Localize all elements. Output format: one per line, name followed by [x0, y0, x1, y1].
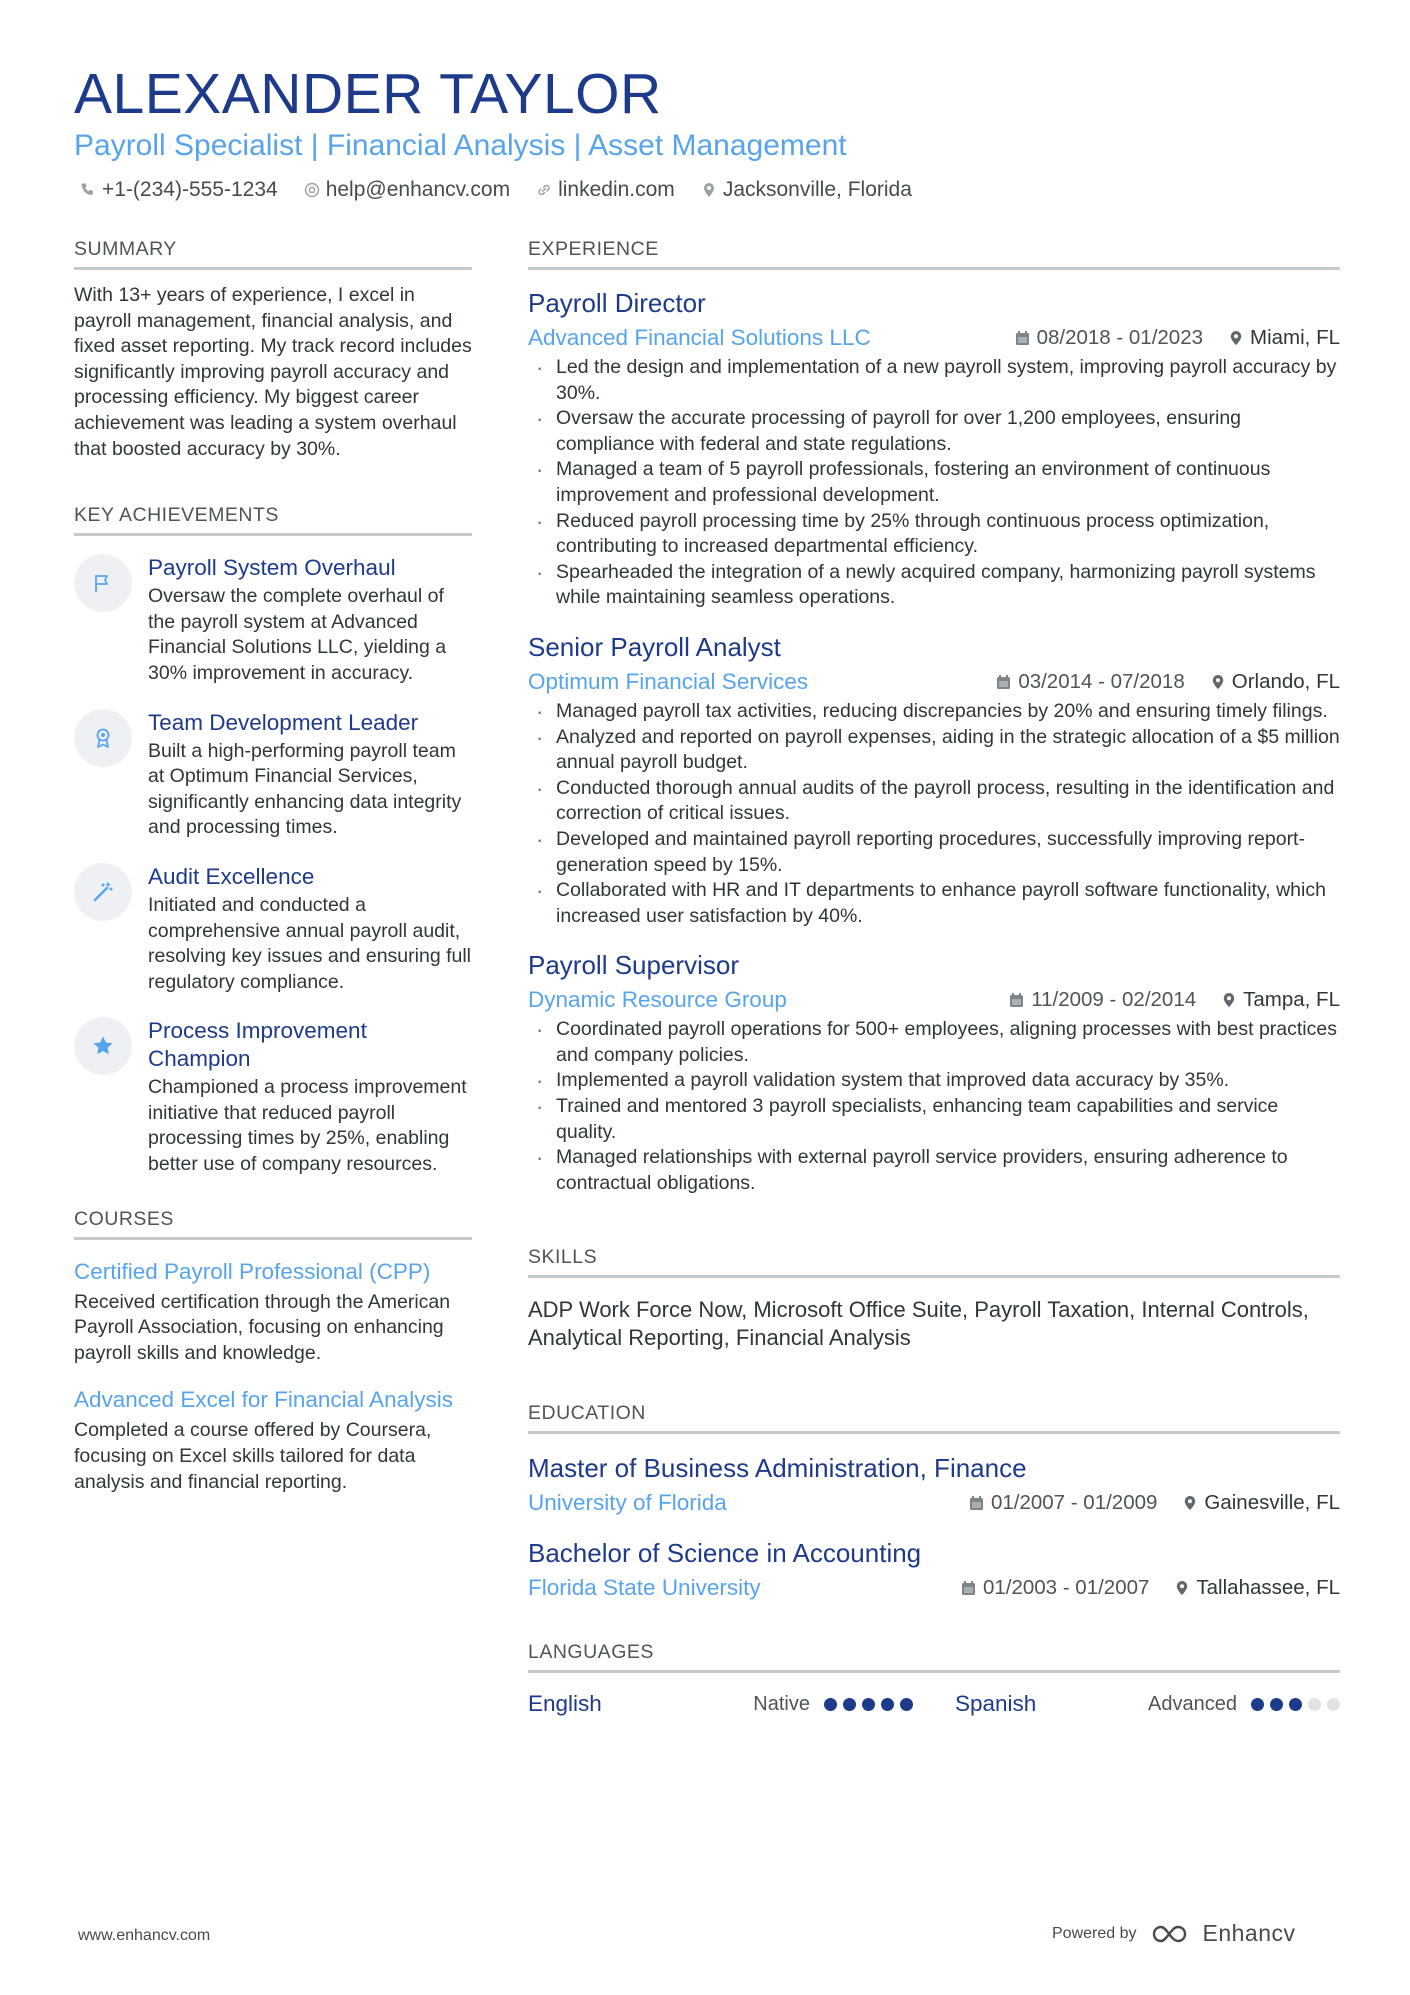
rating-dot-filled: [881, 1698, 894, 1711]
map-pin-icon: [1229, 329, 1243, 347]
skills-text: ADP Work Force Now, Microsoft Office Suite, Payroll Taxation, Internal Controls, Analytical Reporting, Financial Analysis: [528, 1297, 1309, 1351]
achievement-desc: Built a high-performing payroll team at Optimum Financial Services, significantly enhancing data integrity and processing times.: [148, 739, 462, 839]
rating-dot-filled: [900, 1698, 913, 1711]
school-name: University of Florida: [528, 1490, 727, 1516]
phone-text: +1-(234)-555-1234: [102, 178, 278, 201]
job-bullets: [528, 699, 1340, 929]
achievement-desc: Initiated and conducted a comprehensive annual payroll audit, resolving key issues and ensuring full regulatory compliance.: [148, 893, 472, 993]
job-bullets: [528, 1017, 1340, 1196]
language-name: English: [528, 1691, 602, 1717]
map-pin-icon: [1222, 991, 1236, 1009]
bullet: · Trained and mentored 3 payroll specialists, enhancing team capabilities and service quality.: [528, 1094, 1340, 1145]
job-title: Payroll Supervisor: [528, 950, 739, 981]
course-desc: Completed a course offered by Coursera, focusing on Excel skills tailored for data analysis and financial reporting.: [74, 1419, 432, 1493]
course-item: [74, 1386, 472, 1495]
achievement-item: [74, 709, 472, 841]
left-column: [74, 238, 472, 1495]
achievement-desc: Oversaw the complete overhaul of the payroll system at Advanced Financial Solutions LLC, yielding a 30% improvement in accuracy.: [148, 585, 447, 684]
bullet: · Led the design and implementation of a new payroll system, improving payroll accuracy by 30%.: [528, 355, 1340, 406]
headline: Payroll Specialist | Financial Analysis | Asset Management: [74, 129, 847, 162]
job-dates-text: 03/2014 - 07/2018: [1018, 669, 1185, 693]
job-bullets: [528, 355, 1340, 611]
edu-dates: [961, 1576, 1149, 1600]
course-desc: Received certification through the American Payroll Association, focusing on enhancing payroll skills and knowledge.: [74, 1290, 451, 1364]
linkedin-text: linkedin.com: [558, 178, 675, 201]
course-item: [74, 1258, 472, 1367]
experience-section: [528, 238, 1340, 1196]
job-location: [1222, 988, 1340, 1012]
edu-dates-text: 01/2007 - 01/2009: [990, 1491, 1158, 1515]
job-dates: [1009, 988, 1196, 1012]
magic-wand-icon: [74, 863, 132, 921]
map-pin-icon: [1211, 673, 1225, 691]
summary-heading: SUMMARY: [74, 238, 472, 270]
achievement-item: [74, 863, 472, 995]
bullet: · Managed payroll tax activities, reducing discrepancies by 20% and ensuring timely filings.: [528, 699, 1340, 725]
courses-section: [74, 1208, 472, 1496]
education-entry: [528, 1452, 1340, 1518]
map-pin-icon: [1183, 1494, 1197, 1512]
job-location: [1229, 326, 1340, 350]
course-title: Advanced Excel for Financial Analysis: [74, 1387, 453, 1413]
edu-dates: [969, 1491, 1157, 1515]
job-dates: [996, 670, 1184, 694]
map-pin-icon: [701, 182, 717, 198]
job-location: [1211, 670, 1340, 694]
company-name: Optimum Financial Services: [528, 668, 809, 694]
job-dates: [1015, 326, 1203, 350]
contact-linkedin[interactable]: [536, 178, 675, 202]
bullet: · Spearheaded the integration of a newly acquired company, harmonizing payroll systems while maintaining seamless operations.: [528, 560, 1340, 611]
rating-dot-filled: [1251, 1698, 1264, 1711]
summary-section: [74, 238, 472, 462]
brand-name: Enhancv: [1202, 1920, 1296, 1946]
achievement-title: Payroll System Overhaul: [148, 555, 396, 581]
bullet: · Oversaw the accurate processing of payroll for over 1,200 employees, ensuring compliance with federal and state regulations.: [528, 406, 1340, 457]
courses-heading: COURSES: [74, 1208, 472, 1240]
powered-by-text: Powered by: [1052, 1924, 1137, 1942]
education-heading: EDUCATION: [528, 1402, 1340, 1434]
degree-title: Master of Business Administration, Finance: [528, 1453, 1027, 1484]
edu-location-text: Gainesville, FL: [1204, 1491, 1340, 1515]
rating-dot-empty: [1327, 1698, 1340, 1711]
achievements-heading: KEY ACHIEVEMENTS: [74, 504, 472, 536]
contact-bar: [80, 178, 912, 202]
bullet: · Developed and maintained payroll reporting procedures, successfully improving report-generation speed by 15%.: [528, 827, 1340, 878]
language-rating: [824, 1698, 913, 1711]
award-icon: [74, 709, 132, 767]
achievement-desc: Championed a process improvement initiative that reduced payroll processing times by 25%, enabling better use of company resources.: [148, 1076, 467, 1176]
calendar-icon: [961, 1580, 976, 1596]
bullet: · Analyzed and reported on payroll expenses, aiding in the strategic allocation of a $5 million annual payroll budget.: [528, 725, 1340, 776]
bullet: · Coordinated payroll operations for 500+ employees, aligning processes with best practices and company policies.: [528, 1017, 1340, 1068]
right-column: [528, 238, 1340, 1719]
edu-dates-text: 01/2003 - 01/2007: [982, 1576, 1150, 1600]
achievements-section: [74, 504, 472, 1178]
link-icon: [536, 182, 552, 198]
rating-dot-filled: [843, 1698, 856, 1711]
edu-location: [1175, 1576, 1340, 1600]
calendar-icon: [1009, 992, 1024, 1008]
job-entry: [528, 949, 1340, 1196]
language-level: Native: [753, 1692, 810, 1715]
email-text: help@enhancv.com: [325, 178, 511, 201]
bullet: · Conducted thorough annual audits of the payroll process, resulting in the identification and correction of critical issues.: [528, 776, 1340, 827]
achievement-title: Audit Excellence: [148, 863, 315, 889]
brand-logo[interactable]: [1151, 1920, 1296, 1947]
achievement-item: [74, 554, 472, 686]
calendar-icon: [969, 1495, 984, 1511]
achievement-item: [74, 1017, 472, 1177]
job-entry: [528, 287, 1340, 611]
summary-text: With 13+ years of experience, I excel in payroll management, financial analysis, and fixed asset reporting. My track record includes significantly improving payroll accuracy and processing efficiency. My biggest career achievement was leading a system overhaul that boosted accuracy by 30%.: [74, 284, 472, 460]
bullet: · Managed relationships with external payroll service providers, ensuring adherence to contractual obligations.: [528, 1145, 1340, 1196]
contact-email[interactable]: [304, 178, 510, 202]
calendar-icon: [1015, 330, 1030, 346]
degree-title: Bachelor of Science in Accounting: [528, 1538, 922, 1569]
job-title: Senior Payroll Analyst: [528, 631, 781, 662]
map-pin-icon: [1175, 1579, 1189, 1597]
footer-branding: [1052, 1920, 1296, 1947]
rating-dot-empty: [1308, 1698, 1321, 1711]
footer-website[interactable]: www.enhancv.com: [78, 1927, 211, 1944]
achievement-title: Team Development Leader: [148, 709, 419, 735]
calendar-icon: [996, 674, 1011, 690]
job-title: Payroll Director: [528, 288, 706, 318]
edu-location: [1183, 1491, 1340, 1515]
bullet: · Reduced payroll processing time by 25% through continuous process optimization, contributing to increased departmental efficiency.: [528, 509, 1340, 560]
bullet: · Collaborated with HR and IT departments to enhance payroll software functionality, which increased user satisfaction by 40%.: [528, 878, 1340, 929]
language-rating: [1251, 1698, 1340, 1711]
language-item: [528, 1691, 913, 1717]
job-dates-text: 11/2009 - 02/2014: [1031, 988, 1197, 1012]
education-entry: [528, 1537, 1340, 1603]
contact-location: [701, 178, 912, 202]
languages-heading: LANGUAGES: [528, 1641, 1340, 1673]
achievement-title: Process Improvement Champion: [148, 1018, 367, 1072]
rating-dot-filled: [1289, 1698, 1302, 1711]
education-section: [528, 1402, 1340, 1603]
flag-icon: [74, 554, 132, 612]
bullet: · Implemented a payroll validation system that improved data accuracy by 35%.: [528, 1068, 1340, 1094]
language-item: [955, 1691, 1340, 1717]
course-title: Certified Payroll Professional (CPP): [74, 1258, 431, 1284]
location-text: Jacksonville, Florida: [722, 178, 912, 201]
job-dates-text: 08/2018 - 01/2023: [1036, 326, 1204, 349]
company-name: Advanced Financial Solutions LLC: [528, 325, 871, 350]
bullet: · Managed a team of 5 payroll professionals, fostering an environment of continuous improvement and professional development.: [528, 457, 1340, 508]
skills-section: [528, 1246, 1340, 1352]
enhancv-logo-icon: [1151, 1923, 1197, 1945]
phone-icon: [80, 182, 96, 198]
job-location-text: Tampa, FL: [1243, 988, 1340, 1012]
rating-dot-filled: [824, 1698, 837, 1711]
candidate-name: ALEXANDER TAYLOR: [74, 62, 662, 126]
job-entry: [528, 631, 1340, 929]
rating-dot-filled: [862, 1698, 875, 1711]
school-name: Florida State University: [528, 1575, 761, 1601]
star-icon: [74, 1017, 132, 1075]
job-location-text: Miami, FL: [1250, 326, 1340, 349]
company-name: Dynamic Resource Group: [528, 987, 787, 1013]
experience-heading: EXPERIENCE: [528, 238, 1340, 270]
at-sign-icon: [304, 182, 320, 198]
edu-location-text: Tallahassee, FL: [1196, 1576, 1340, 1600]
rating-dot-filled: [1270, 1698, 1283, 1711]
contact-phone[interactable]: [80, 178, 278, 202]
language-level: Advanced: [1148, 1692, 1237, 1715]
language-name: Spanish: [955, 1691, 1037, 1717]
languages-section: [528, 1641, 1340, 1719]
skills-heading: SKILLS: [528, 1246, 1340, 1278]
job-location-text: Orlando, FL: [1231, 669, 1340, 693]
